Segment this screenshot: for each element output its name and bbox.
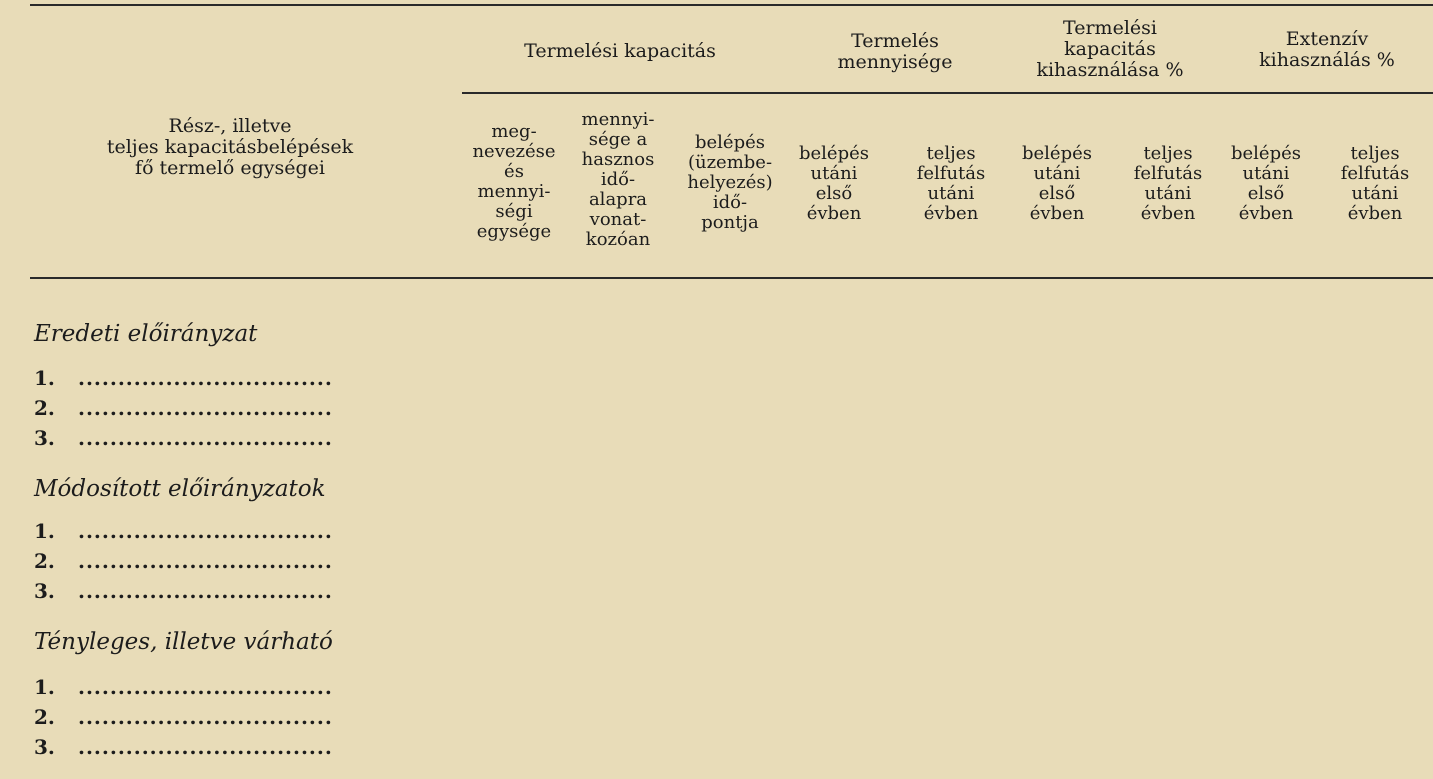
subheader-extenziv-felfutas: teljes felfutás utáni évben (1340, 143, 1410, 224)
row-number: 3. (34, 426, 55, 450)
row-dots: ................................ (78, 396, 333, 420)
row-number: 2. (34, 549, 55, 573)
row-number: 1. (34, 519, 55, 543)
list-item (34, 366, 333, 390)
subheader-mennyisege: mennyi- sége a hasznos idő- alapra vonat- kozóan (581, 109, 655, 250)
list-item (34, 579, 333, 603)
list-item (34, 549, 333, 573)
row-number: 2. (34, 396, 55, 420)
row-number: 3. (34, 579, 55, 603)
header-bottom-rule (30, 277, 1433, 279)
row-number: 2. (34, 705, 55, 729)
row-dots: ................................ (78, 549, 333, 573)
list-item (34, 675, 333, 699)
subheader-belepes-idopontja: belépés (üzembe- helyezés) idő- pontja (687, 132, 773, 233)
subheader-extenziv-belepes: belépés utáni első évben (1231, 143, 1301, 224)
subheader-termeles-belepes: belépés utáni első évben (799, 143, 869, 224)
list-item (34, 519, 333, 543)
row-number: 1. (34, 366, 55, 390)
stub-header: Rész-, illetve teljes kapacitásbelépések fő termelő egységei (106, 115, 354, 179)
row-dots: ................................ (78, 735, 333, 759)
row-number: 3. (34, 735, 55, 759)
subheader-kapacitas-belepes: belépés utáni első évben (1022, 143, 1092, 224)
group-header-kapacitas-kihasznalasa: Termelési kapacitás kihasználása % (1036, 17, 1184, 81)
subheader-megnevezese: meg- nevezése és mennyi- ségi egysége (472, 121, 556, 242)
row-number: 1. (34, 675, 55, 699)
row-dots: ................................ (78, 519, 333, 543)
group-header-termelesi-kapacitas: Termelési kapacitás (524, 40, 716, 62)
section-title-eredeti: Eredeti előirányzat (34, 321, 258, 347)
subheader-termeles-felfutas: teljes felfutás utáni évben (916, 143, 986, 224)
group-header-extenziv-kihasznalas: Extenzív kihasználás % (1259, 28, 1395, 71)
list-item (34, 705, 333, 729)
row-dots: ................................ (78, 579, 333, 603)
group-header-rule (462, 92, 1433, 94)
table-top-rule (30, 4, 1433, 6)
list-item (34, 426, 333, 450)
subheader-kapacitas-felfutas: teljes felfutás utáni évben (1133, 143, 1203, 224)
section-title-modositott: Módosított előirányzatok (34, 476, 326, 502)
row-dots: ................................ (78, 675, 333, 699)
list-item (34, 735, 333, 759)
group-header-termeles-mennyisege: Termelés mennyisége (837, 30, 953, 73)
row-dots: ................................ (78, 366, 333, 390)
row-dots: ................................ (78, 705, 333, 729)
row-dots: ................................ (78, 426, 333, 450)
list-item (34, 396, 333, 420)
section-title-tenyleges: Tényleges, illetve várható (34, 629, 333, 655)
